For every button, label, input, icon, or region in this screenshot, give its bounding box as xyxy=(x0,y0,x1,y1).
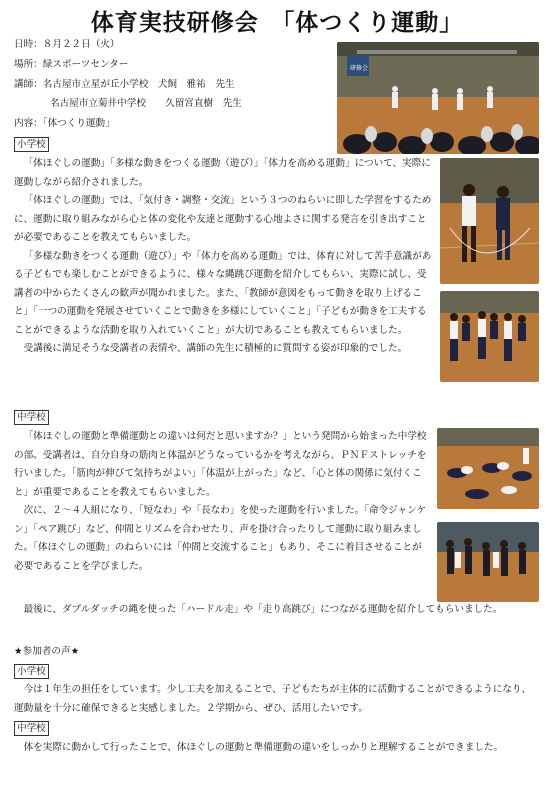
info-place: 場所：緑スポーツセンター xyxy=(14,59,129,70)
page-title: 体育実技研修会 「体つくり運動」 xyxy=(90,9,464,36)
voices-heading: ★参加者の声★ xyxy=(14,646,80,657)
voices-junior-text: 体を実際に動かして行ったことで、体ほぐしの運動と準備運動の違いをしっかりと理解することができました。 xyxy=(23,742,504,753)
info-date: 日時：８月２２日（火） xyxy=(14,39,120,50)
stretching-photo xyxy=(437,428,539,509)
voices-elementary-text: 今は１年生の担任をしています。少し工夫を加えることで、子どもたちが主体的に活動することができるようになり、運動量を十分に確保できると実感しました。２学期から、ぜひ、活用したいです。 xyxy=(14,684,532,714)
junior-paragraph: 最後に、ダブルダッチの縄を使った「ハードル走」や「走り高跳び」につながる運動を紹介してもらいました。 xyxy=(23,604,503,615)
elementary-paragraph: 「体ほぐしの運動」では、「気付き・調整・交流」という３つのねらいに即した学習をするために、運動に取り組みながら心と体の変化や友達と運動する心地よさに関する発言を引き出すことが必要であることを教えてもらいました。 xyxy=(14,195,432,243)
junior-paragraph: 次に、２～４人組になり、「短なわ」や「長なわ」を使った運動を行いました。「命令ジャンケン」「ペア跳び」など、仲間とリズムを合わせたり、声を掛け合ったりして運動に取り組みました。「体ほぐしの運動」のねらいには「仲間と交流すること」もあり、そこに着目させることが必要であることを学びました。 xyxy=(14,505,427,572)
elementary-section-label: 小学校 xyxy=(14,137,49,152)
pair-exercise-photo xyxy=(440,291,539,382)
info-lecturer-1: 講師：名古屋市立星が丘小学校 犬飼 雅祐 先生 xyxy=(14,79,235,90)
elementary-paragraph: 「多様な動きをつくる運動（遊び）」や「体力を高める運動」では、体育に対して苦手意識がある子どもでも楽しむことができるように、様々な縄跳び運動を紹介してもらい、実際に試し、受講者の中からたくさんの歓声が聞かれました。また、「教師が意図をもって動きを取り上げること」「一つの運動を発展させていくことで動きを多様にしていくこと」「子どもが動きを工夫することができるような活動を取り入れていくこと」が大切であることも教えてもらいました。 xyxy=(14,250,432,336)
info-lecturer-2: 名古屋市立菊井中学校 久留宮直樹 先生 xyxy=(50,98,242,109)
photo-sign-text: 研修会 xyxy=(350,65,369,72)
voices-elementary-label: 小学校 xyxy=(14,664,49,679)
jump-rope-photo xyxy=(440,158,539,284)
lecture-photo xyxy=(337,42,539,154)
junior-section-label: 中学校 xyxy=(14,410,49,425)
voices-junior-block xyxy=(14,739,540,758)
junior-paragraph: 「体ほぐしの運動と準備運動との違いは何だと思いますか？」という発問から始まった中学校の部。受講者は、自分自身の筋肉と体温がどうなっているかを考えながら、ＰＮＦストレッチを行いました。「筋肉が伸びて気持ちがよい」「体温が上がった」など、「心と体の関係に気付くこと」が重要であることを教えてもらいました。 xyxy=(14,431,427,498)
long-rope-photo xyxy=(437,522,539,602)
info-content: 内容：「体つくり運動」 xyxy=(14,118,115,129)
voices-junior-label: 中学校 xyxy=(14,721,49,736)
elementary-paragraph: 「体ほぐしの運動」「多様な動きをつくる運動（遊び）」「体力を高める運動」について、実際に運動しながら紹介されました。 xyxy=(14,158,431,188)
elementary-text-block xyxy=(14,155,434,359)
junior-text-block xyxy=(14,428,428,576)
junior-final-block xyxy=(14,601,540,620)
elementary-paragraph: 受講後に満足そうな受講者の表情や、講師の先生に積極的に質問する姿が印象的でした。 xyxy=(23,343,408,354)
voices-elementary-block xyxy=(14,681,540,718)
